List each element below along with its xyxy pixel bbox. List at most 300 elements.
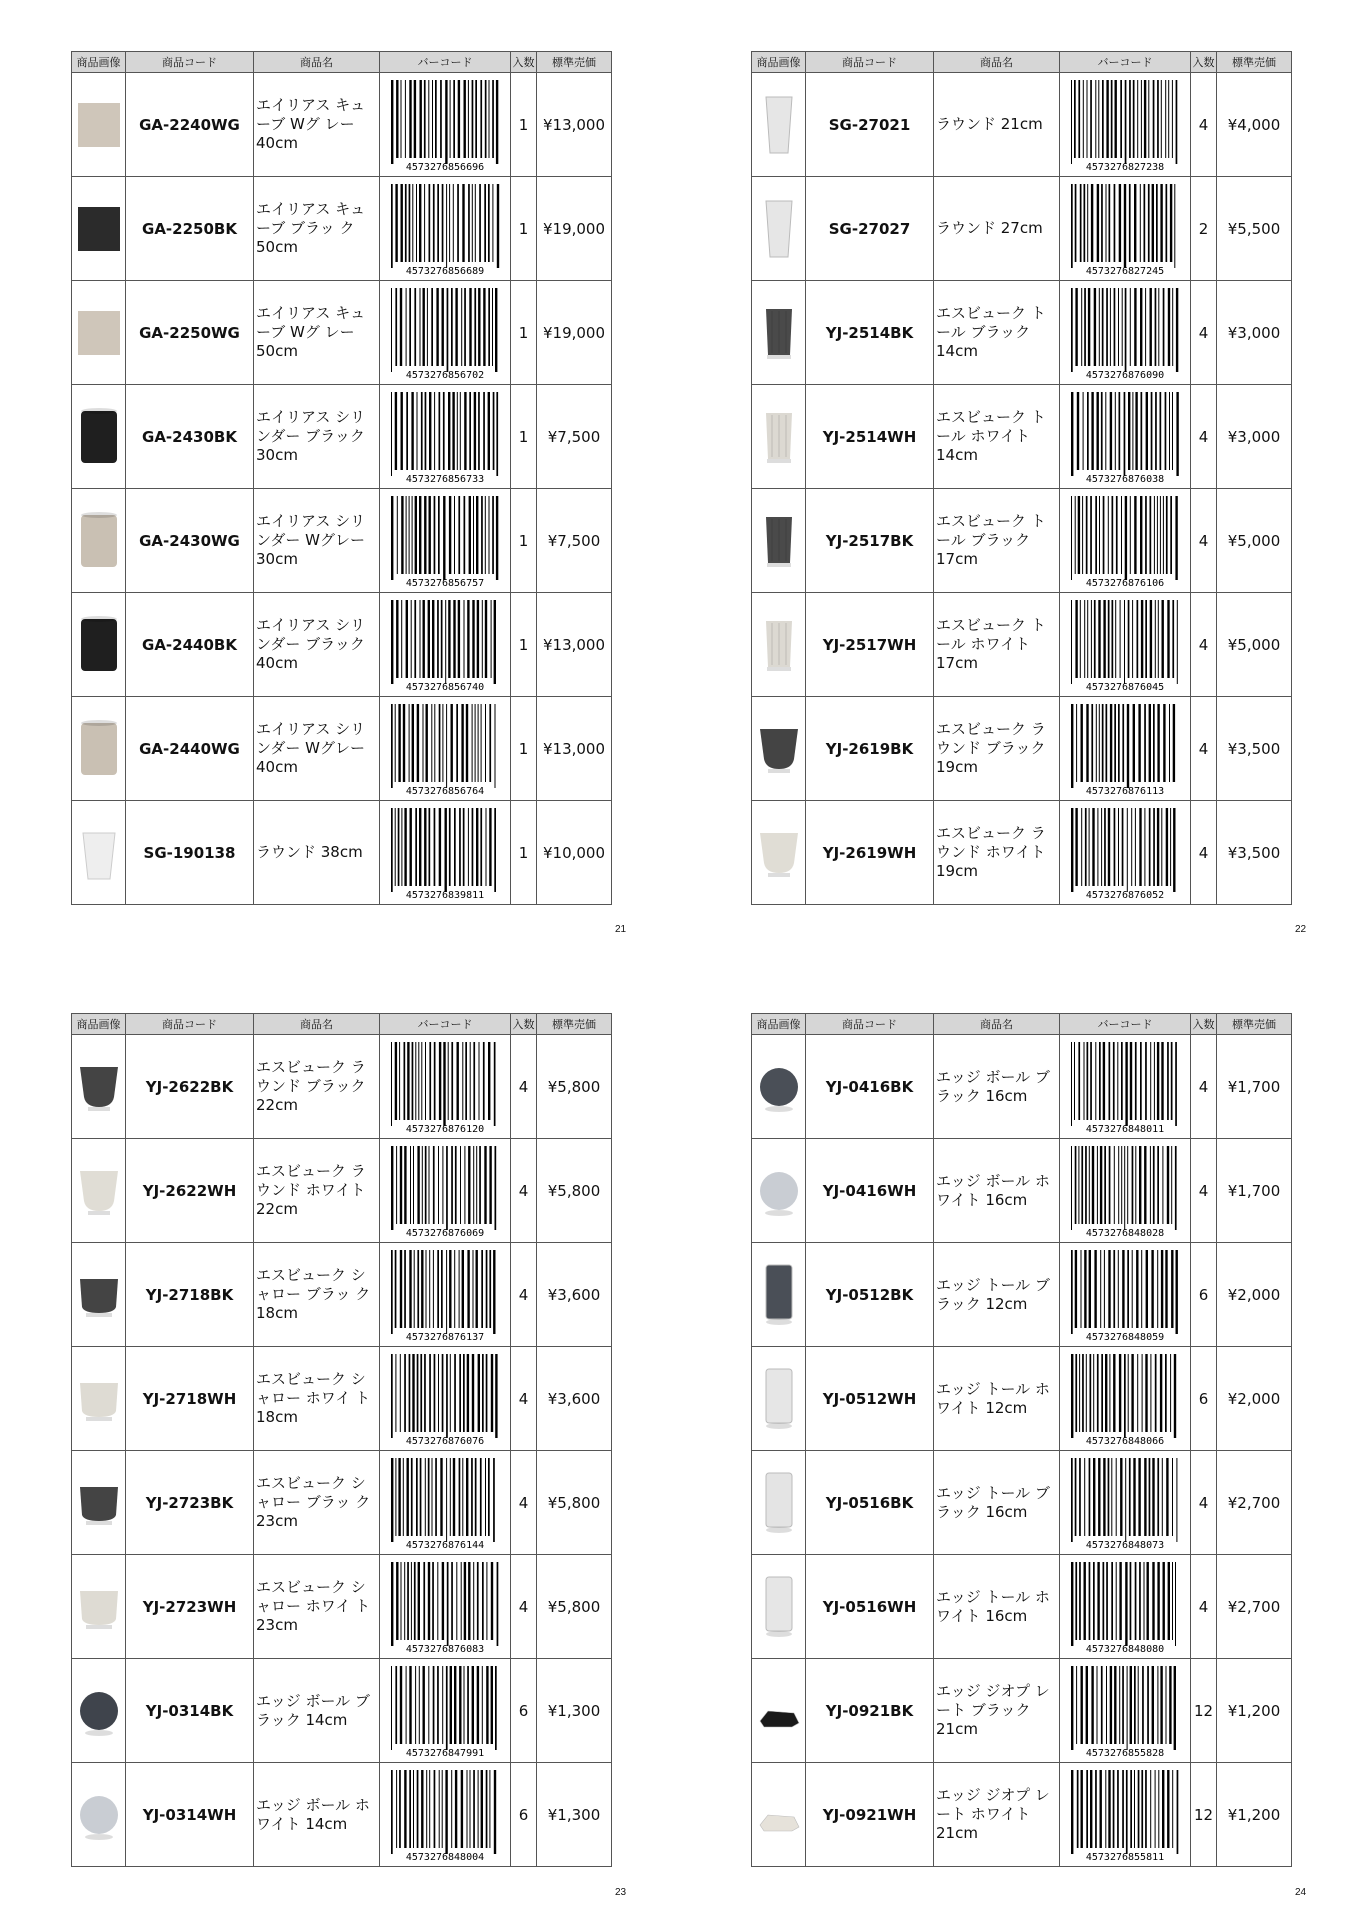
product-image-cell [72, 801, 126, 905]
product-code: SG-27027 [806, 177, 934, 281]
product-image-cell [72, 1347, 126, 1451]
barcode-graphic [389, 1144, 501, 1238]
header-image: 商品画像 [752, 1014, 806, 1035]
barcode-graphic [389, 78, 501, 172]
barcode-cell [1060, 1763, 1191, 1867]
product-name: エッジ トール ホ ワイト 12cm [934, 1347, 1060, 1451]
product-code: GA-2440WG [126, 697, 254, 801]
barcode-cell [380, 177, 511, 281]
pack-quantity: 4 [1191, 593, 1217, 697]
barcode-graphic [1069, 598, 1181, 692]
product-image [76, 1671, 122, 1751]
catalog-page [751, 51, 1291, 905]
barcode-cell [1060, 801, 1191, 905]
barcode-cell [1060, 385, 1191, 489]
product-image-cell [72, 73, 126, 177]
product-code: YJ-0314WH [126, 1763, 254, 1867]
product-code: GA-2250WG [126, 281, 254, 385]
product-name: エッジ ジオプ レート ブラック 21cm [934, 1659, 1060, 1763]
pack-quantity: 1 [511, 385, 537, 489]
product-name: エッジ ボール ブ ラック 16cm [934, 1035, 1060, 1139]
product-image [76, 293, 122, 373]
product-code: SG-27021 [806, 73, 934, 177]
product-image-cell [752, 697, 806, 801]
product-code: YJ-2517WH [806, 593, 934, 697]
barcode-number: 4573276856764 [405, 785, 485, 796]
barcode-cell [380, 697, 511, 801]
barcode-number: 4573276855828 [1085, 1747, 1165, 1758]
barcode-graphic [1069, 1248, 1181, 1342]
standard-price: ¥1,300 [537, 1659, 612, 1763]
barcode-number: 4573276848080 [1085, 1643, 1165, 1654]
standard-price: ¥1,700 [1217, 1035, 1292, 1139]
pack-quantity: 4 [511, 1139, 537, 1243]
header-code: 商品コード [806, 52, 934, 73]
table-row [752, 489, 1292, 593]
pack-quantity: 4 [1191, 489, 1217, 593]
product-name: エスビューク トール ホワイト 17cm [934, 593, 1060, 697]
product-image [756, 189, 802, 269]
standard-price: ¥5,800 [537, 1035, 612, 1139]
header-image: 商品画像 [752, 52, 806, 73]
barcode-bars [1071, 288, 1178, 372]
header-price: 標準売価 [1217, 52, 1292, 73]
pack-quantity: 4 [1191, 281, 1217, 385]
barcode-graphic [389, 1664, 501, 1758]
barcode-graphic [389, 390, 501, 484]
catalog-page [751, 1013, 1291, 1867]
pack-quantity: 6 [1191, 1243, 1217, 1347]
barcode-graphic [389, 806, 501, 900]
table-row [72, 1035, 612, 1139]
header-barcode: バーコード [380, 52, 511, 73]
product-image-cell [752, 1347, 806, 1451]
product-name: ラウンド 38cm [254, 801, 380, 905]
header-name: 商品名 [934, 1014, 1060, 1035]
table-header-row [72, 1014, 612, 1035]
standard-price: ¥1,700 [1217, 1139, 1292, 1243]
header-price: 標準売価 [1217, 1014, 1292, 1035]
barcode-graphic [1069, 1456, 1181, 1550]
product-name: エスビューク シャロー ホワイ ト 23cm [254, 1555, 380, 1659]
table-row [72, 1139, 612, 1243]
table-row [752, 1763, 1292, 1867]
standard-price: ¥5,800 [537, 1555, 612, 1659]
standard-price: ¥5,800 [537, 1451, 612, 1555]
pack-quantity: 4 [511, 1451, 537, 1555]
table-row [752, 1243, 1292, 1347]
barcode-number: 4573276847991 [405, 1747, 485, 1758]
pack-quantity: 2 [1191, 177, 1217, 281]
product-image-cell [752, 1659, 806, 1763]
barcode-cell [380, 801, 511, 905]
barcode-cell [1060, 281, 1191, 385]
header-qty: 入数 [511, 52, 537, 73]
product-image-cell [752, 177, 806, 281]
product-name: エッジ ボール ホ ワイト 16cm [934, 1139, 1060, 1243]
barcode-number: 4573276827238 [1085, 161, 1165, 172]
product-name: エイリアス シリ ンダー ブラック 30cm [254, 385, 380, 489]
standard-price: ¥7,500 [537, 385, 612, 489]
pack-quantity: 4 [1191, 385, 1217, 489]
table-row [752, 801, 1292, 905]
product-image [76, 605, 122, 685]
standard-price: ¥2,000 [1217, 1243, 1292, 1347]
standard-price: ¥13,000 [537, 697, 612, 801]
product-image [756, 1047, 802, 1127]
product-code: YJ-0921BK [806, 1659, 934, 1763]
table-row [72, 1763, 612, 1867]
pack-quantity: 6 [1191, 1347, 1217, 1451]
product-code: YJ-2723BK [126, 1451, 254, 1555]
pack-quantity: 4 [1191, 73, 1217, 177]
product-image [756, 397, 802, 477]
barcode-graphic [1069, 1560, 1181, 1654]
product-table [751, 51, 1292, 905]
table-row [72, 1243, 612, 1347]
product-image-cell [752, 1555, 806, 1659]
barcode-number: 4573276839811 [405, 889, 485, 900]
table-row [72, 697, 612, 801]
barcode-graphic [1069, 1040, 1181, 1134]
catalog-page [71, 51, 611, 905]
barcode-bars [1071, 1666, 1176, 1750]
barcode-bars [1071, 392, 1179, 476]
barcode-bars [391, 1458, 495, 1542]
pack-quantity: 4 [1191, 1139, 1217, 1243]
product-name: エイリアス シリ ンダー Wグレー 40cm [254, 697, 380, 801]
table-row [72, 1659, 612, 1763]
page-number: 22 [1295, 924, 1307, 935]
barcode-cell [1060, 177, 1191, 281]
barcode-graphic [1069, 1768, 1181, 1862]
barcode-cell [1060, 1659, 1191, 1763]
product-image-cell [752, 1763, 806, 1867]
product-table [71, 1013, 612, 1867]
product-image [756, 85, 802, 165]
barcode-graphic [1069, 182, 1181, 276]
barcode-graphic [389, 702, 501, 796]
product-name: エイリアス キューブ ブラッ ク 50cm [254, 177, 380, 281]
product-code: YJ-2622WH [126, 1139, 254, 1243]
product-image-cell [72, 697, 126, 801]
page-number: 21 [615, 924, 627, 935]
barcode-number: 4573276856702 [405, 369, 485, 380]
barcode-graphic [389, 1248, 501, 1342]
product-name: エッジ ボール ブ ラック 14cm [254, 1659, 380, 1763]
standard-price: ¥1,200 [1217, 1659, 1292, 1763]
product-image-cell [752, 1139, 806, 1243]
product-name: ラウンド 27cm [934, 177, 1060, 281]
barcode-graphic [1069, 1352, 1181, 1446]
barcode-cell [380, 593, 511, 697]
table-row [72, 73, 612, 177]
table-row [752, 1659, 1292, 1763]
barcode-cell [1060, 1243, 1191, 1347]
pack-quantity: 6 [511, 1763, 537, 1867]
catalog-page [71, 1013, 611, 1867]
standard-price: ¥2,700 [1217, 1451, 1292, 1555]
pack-quantity: 4 [511, 1035, 537, 1139]
barcode-number: 4573276876106 [1085, 577, 1165, 588]
product-image-cell [72, 281, 126, 385]
barcode-graphic [1069, 286, 1181, 380]
product-name: エイリアス シリ ンダー Wグレー 30cm [254, 489, 380, 593]
barcode-number: 4573276876076 [405, 1435, 485, 1446]
product-image [76, 1151, 122, 1231]
product-image-cell [752, 281, 806, 385]
barcode-bars [391, 1770, 496, 1854]
product-name: エイリアス キューブ Wグ レー 50cm [254, 281, 380, 385]
header-name: 商品名 [254, 52, 380, 73]
header-image: 商品画像 [72, 52, 126, 73]
barcode-cell [380, 1763, 511, 1867]
barcode-bars [391, 184, 499, 268]
product-image [756, 1359, 802, 1439]
product-code: YJ-2517BK [806, 489, 934, 593]
table-row [752, 73, 1292, 177]
table-row [72, 801, 612, 905]
product-code: YJ-2619BK [806, 697, 934, 801]
product-image [76, 709, 122, 789]
barcode-bars [1071, 1458, 1177, 1542]
header-qty: 入数 [1191, 1014, 1217, 1035]
standard-price: ¥1,300 [537, 1763, 612, 1867]
product-image [76, 1463, 122, 1543]
barcode-bars [1071, 1354, 1176, 1438]
table-row [752, 385, 1292, 489]
barcode-bars [391, 496, 498, 580]
barcode-graphic [389, 494, 501, 588]
product-image-cell [72, 1243, 126, 1347]
barcode-number: 4573276876144 [405, 1539, 485, 1550]
header-barcode: バーコード [380, 1014, 511, 1035]
standard-price: ¥3,000 [1217, 385, 1292, 489]
barcode-number: 4573276856757 [405, 577, 485, 588]
barcode-bars [391, 704, 496, 788]
product-image-cell [72, 385, 126, 489]
product-image-cell [752, 1451, 806, 1555]
pack-quantity: 1 [511, 801, 537, 905]
pack-quantity: 1 [511, 489, 537, 593]
pack-quantity: 4 [1191, 1451, 1217, 1555]
barcode-cell [1060, 697, 1191, 801]
standard-price: ¥10,000 [537, 801, 612, 905]
barcode-cell [380, 489, 511, 593]
product-code: GA-2250BK [126, 177, 254, 281]
product-code: SG-190138 [126, 801, 254, 905]
barcode-number: 4573276848059 [1085, 1331, 1165, 1342]
product-code: YJ-0416WH [806, 1139, 934, 1243]
barcode-bars [391, 392, 498, 476]
product-name: エスビューク ラ ウンド ホワイト 19cm [934, 801, 1060, 905]
product-image-cell [72, 1555, 126, 1659]
product-image-cell [72, 1035, 126, 1139]
barcode-cell [1060, 489, 1191, 593]
standard-price: ¥5,800 [537, 1139, 612, 1243]
product-image-cell [752, 801, 806, 905]
pack-quantity: 4 [511, 1347, 537, 1451]
product-image-cell [72, 1659, 126, 1763]
barcode-graphic [1069, 1144, 1181, 1238]
product-image [76, 1359, 122, 1439]
product-image [76, 501, 122, 581]
pack-quantity: 1 [511, 593, 537, 697]
product-code: GA-2440BK [126, 593, 254, 697]
product-code: YJ-2718WH [126, 1347, 254, 1451]
barcode-bars [1071, 704, 1175, 788]
barcode-bars [391, 1354, 498, 1438]
product-name: エッジ ボール ホ ワイト 14cm [254, 1763, 380, 1867]
table-row [72, 1555, 612, 1659]
product-image-cell [72, 1451, 126, 1555]
table-row [752, 697, 1292, 801]
table-row [72, 281, 612, 385]
product-name: エスビューク シャロー ブラッ ク 23cm [254, 1451, 380, 1555]
barcode-cell [380, 1451, 511, 1555]
barcode-cell [1060, 1555, 1191, 1659]
barcode-cell [380, 1035, 511, 1139]
pack-quantity: 12 [1191, 1763, 1217, 1867]
barcode-number: 4573276876069 [405, 1227, 485, 1238]
product-name: エスビューク シャロー ホワイ ト 18cm [254, 1347, 380, 1451]
barcode-graphic [389, 598, 501, 692]
barcode-bars [1071, 1770, 1178, 1854]
standard-price: ¥5,000 [1217, 593, 1292, 697]
header-code: 商品コード [126, 52, 254, 73]
pack-quantity: 1 [511, 73, 537, 177]
product-name: エスビューク トール ホワイト 14cm [934, 385, 1060, 489]
product-image-cell [72, 1763, 126, 1867]
barcode-cell [1060, 1035, 1191, 1139]
table-header-row [72, 52, 612, 73]
standard-price: ¥3,500 [1217, 697, 1292, 801]
pack-quantity: 4 [1191, 1035, 1217, 1139]
barcode-graphic [1069, 390, 1181, 484]
header-name: 商品名 [254, 1014, 380, 1035]
barcode-graphic [1069, 78, 1181, 172]
product-image-cell [752, 1243, 806, 1347]
product-name: エイリアス キューブ Wグ レー 40cm [254, 73, 380, 177]
product-image [756, 501, 802, 581]
barcode-bars [391, 288, 497, 372]
barcode-bars [391, 1562, 498, 1646]
product-name: エスビューク トール ブラック 14cm [934, 281, 1060, 385]
standard-price: ¥3,600 [537, 1347, 612, 1451]
table-row [752, 1035, 1292, 1139]
header-qty: 入数 [511, 1014, 537, 1035]
standard-price: ¥13,000 [537, 593, 612, 697]
table-row [752, 1347, 1292, 1451]
standard-price: ¥19,000 [537, 281, 612, 385]
header-qty: 入数 [1191, 52, 1217, 73]
barcode-cell [380, 1347, 511, 1451]
product-name: エッジ トール ホ ワイト 16cm [934, 1555, 1060, 1659]
standard-price: ¥3,500 [1217, 801, 1292, 905]
product-image [756, 1671, 802, 1751]
table-row [72, 385, 612, 489]
barcode-cell [1060, 1347, 1191, 1451]
product-code: YJ-0516WH [806, 1555, 934, 1659]
barcode-graphic [389, 286, 501, 380]
barcode-graphic [1069, 494, 1181, 588]
barcode-bars [1071, 1146, 1177, 1230]
product-table [71, 51, 612, 905]
barcode-cell [380, 1243, 511, 1347]
table-row [752, 1555, 1292, 1659]
barcode-graphic [389, 1768, 501, 1862]
table-row [72, 1347, 612, 1451]
product-code: YJ-2514WH [806, 385, 934, 489]
product-image-cell [752, 385, 806, 489]
table-header-row [752, 52, 1292, 73]
product-code: YJ-0416BK [806, 1035, 934, 1139]
table-row [72, 1451, 612, 1555]
pack-quantity: 1 [511, 281, 537, 385]
product-code: YJ-2723WH [126, 1555, 254, 1659]
product-name: エッジ トール ブ ラック 12cm [934, 1243, 1060, 1347]
product-name: エスビューク ラ ウンド ホワイト 22cm [254, 1139, 380, 1243]
barcode-number: 4573276876038 [1085, 473, 1165, 484]
barcode-number: 4573276848066 [1085, 1435, 1165, 1446]
pack-quantity: 4 [1191, 1555, 1217, 1659]
barcode-number: 4573276876090 [1085, 369, 1165, 380]
product-code: YJ-2622BK [126, 1035, 254, 1139]
barcode-bars [1071, 80, 1177, 164]
product-name: エスビューク トール ブラック 17cm [934, 489, 1060, 593]
header-price: 標準売価 [537, 52, 612, 73]
standard-price: ¥19,000 [537, 177, 612, 281]
barcode-number: 4573276827245 [1085, 265, 1165, 276]
product-code: YJ-0512BK [806, 1243, 934, 1347]
product-name: エッジ トール ブ ラック 16cm [934, 1451, 1060, 1555]
product-code: YJ-0512WH [806, 1347, 934, 1451]
product-image-cell [752, 489, 806, 593]
header-name: 商品名 [934, 52, 1060, 73]
barcode-number: 4573276876045 [1085, 681, 1165, 692]
barcode-number: 4573276848011 [1085, 1123, 1165, 1134]
barcode-graphic [1069, 702, 1181, 796]
standard-price: ¥5,500 [1217, 177, 1292, 281]
header-price: 標準売価 [537, 1014, 612, 1035]
table-row [752, 281, 1292, 385]
barcode-bars [1071, 496, 1178, 580]
table-row [72, 177, 612, 281]
barcode-bars [391, 1250, 496, 1334]
barcode-bars [391, 1666, 497, 1750]
table-row [752, 177, 1292, 281]
barcode-cell [1060, 1139, 1191, 1243]
product-image-cell [72, 177, 126, 281]
product-code: YJ-0921WH [806, 1763, 934, 1867]
barcode-number: 4573276848028 [1085, 1227, 1165, 1238]
product-image [76, 1775, 122, 1855]
pack-quantity: 1 [511, 177, 537, 281]
product-code: YJ-0314BK [126, 1659, 254, 1763]
pack-quantity: 4 [511, 1243, 537, 1347]
barcode-cell [380, 1659, 511, 1763]
product-image [756, 1255, 802, 1335]
barcode-cell [380, 73, 511, 177]
product-image-cell [72, 593, 126, 697]
barcode-cell [380, 281, 511, 385]
barcode-graphic [389, 182, 501, 276]
barcode-number: 4573276856740 [405, 681, 485, 692]
product-image-cell [752, 73, 806, 177]
product-image [756, 813, 802, 893]
product-image [76, 397, 122, 477]
pack-quantity: 6 [511, 1659, 537, 1763]
